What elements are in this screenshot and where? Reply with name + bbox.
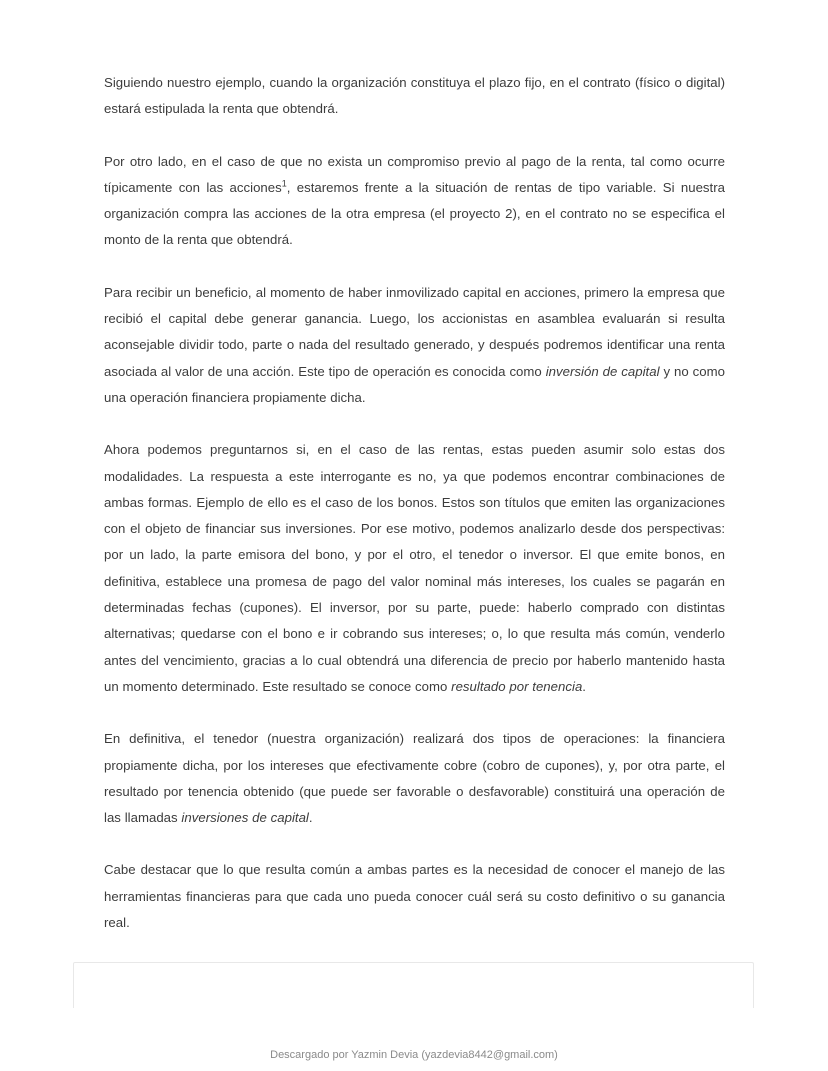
italic-term: inversión de capital [545, 363, 660, 379]
callout-box [73, 962, 754, 1008]
italic-term: resultado por tenencia [451, 678, 583, 694]
paragraph-5: En definitiva, el tenedor (nuestra organización) realizará dos tipos de operaciones: la financiera propiamente dicha, por los intereses que efectivamente cobre (cobro de cupones), y, por otra parte, el resultado por tenencia obtenido (que puede ser favorable o desfavorable) constituirá una operación de las llamadas inversiones de capital. [104, 731, 725, 826]
document-body [104, 70, 725, 936]
paragraph-3: Para recibir un beneficio, al momento de haber inmovilizado capital en acciones, primero la empresa que recibió el capital debe generar ganancia. Luego, los accionistas en asamblea evaluarán si resulta aconsejable dividir todo, parte o nada del resultado generado, y después podremos identificar una renta asociada al valor de una acción. Este tipo de operación es conocida como inversión de capital y no como una operación financiera propiamente dicha. [104, 284, 725, 405]
paragraph-6: Cabe destacar que lo que resulta común a ambas partes es la necesidad de conocer el manejo de las herramientas financieras para que cada uno pueda conocer cuál será su costo definitivo o su ganancia real. [104, 862, 725, 931]
italic-term: inversiones de capital [181, 810, 309, 826]
footnote-marker[interactable]: 1 [281, 178, 287, 189]
paragraph-1: Siguiendo nuestro ejemplo, cuando la organización constituya el plazo fijo, en el contrato (físico o digital) estará estipulada la renta que obtendrá. [104, 75, 725, 117]
download-watermark-footer: Descargado por Yazmin Devia (yazdevia8442@gmail.com) [270, 1049, 558, 1061]
paragraph-4: Ahora podemos preguntarnos si, en el caso de las rentas, estas pueden asumir solo estas dos modalidades. La respuesta a este interrogante es no, ya que podemos encontrar combinaciones de ambas formas. Ejemplo de ello es el caso de los bonos. Estos son títulos que emiten las organizaciones con el objeto de financiar sus inversiones. Por ese motivo, podemos analizarlo desde dos perspectivas: por un lado, la parte emisora del bono, y por el otro, el tenedor o inversor. El que emite bonos, en definitiva, establece una promesa de pago del valor nominal más intereses, los cuales se pagarán en determinadas fechas (cupones). El inversor, por su parte, puede: haberlo comprado con distintas alternativas; quedarse con el bono e ir cobrando sus intereses; o, lo que resulta más común, venderlo antes del vencimiento, gracias a lo cual obtendrá una diferencia de precio por haberlo mantenido hasta un momento determinado. Este resultado se conoce como resultado por tenencia. [104, 442, 725, 694]
paragraph-2: Por otro lado, en el caso de que no exista un compromiso previo al pago de la renta, tal como ocurre típicamente con las acciones$^1$, estaremos frente a la situación de rentas de tipo variable. Si nuestra organización compra las acciones de la otra empresa (el proyecto 2), en el contrato no se especifica el monto de la renta que obtendrá. [104, 153, 725, 248]
